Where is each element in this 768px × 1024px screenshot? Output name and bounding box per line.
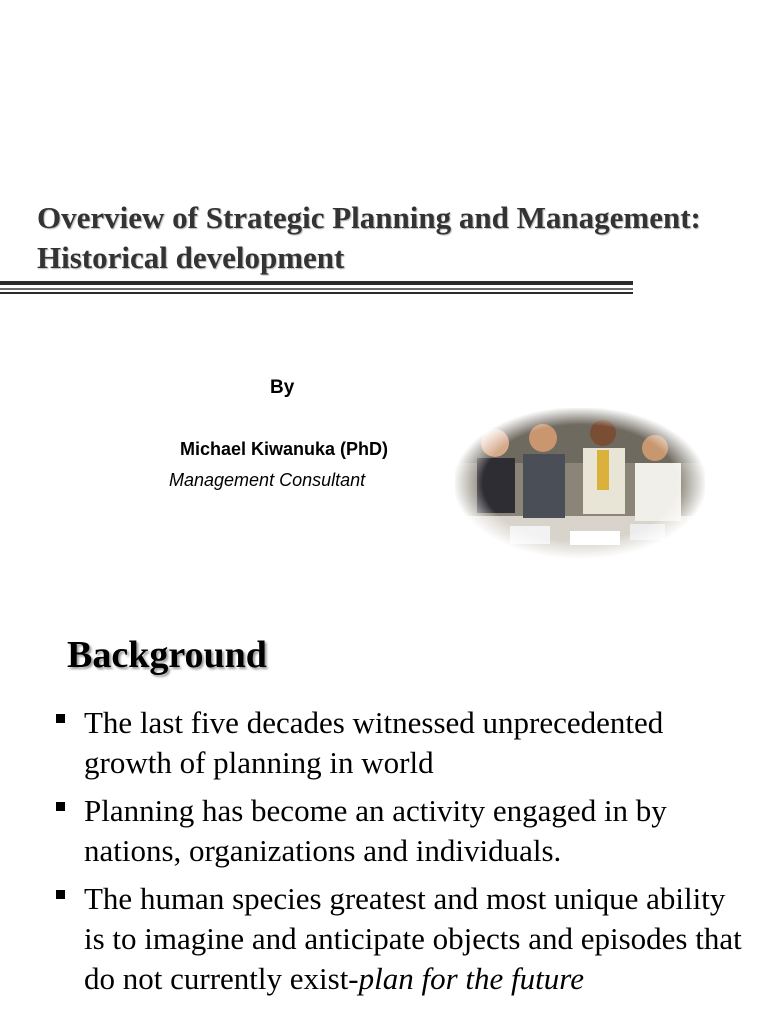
slide-title (37, 198, 757, 278)
bullet-item-3 (56, 879, 746, 999)
title-divider-middle (0, 288, 633, 290)
square-bullet-icon (56, 802, 65, 811)
square-bullet-icon (56, 890, 65, 899)
slide-title-line-2: Historical development (37, 240, 345, 275)
section-heading: Background (67, 634, 267, 676)
meeting-photo (455, 408, 705, 558)
bullet-item-1 (56, 703, 746, 783)
square-bullet-icon (56, 714, 65, 723)
bullet-text: The human species greatest and most unique ability is to imagine and anticipate objects and episodes that do not currently exist- (84, 881, 742, 996)
title-divider-top (0, 281, 633, 285)
bullet-emphasis: plan for the future (358, 961, 584, 996)
byline: By (270, 377, 295, 398)
author-name: Michael Kiwanuka (PhD) (180, 439, 389, 459)
bullet-text: The last five decades witnessed unprecedented growth of planning in world (84, 705, 664, 780)
bullet-item-2 (56, 791, 746, 871)
slide-title-line-1: Overview of Strategic Planning and Management: (37, 200, 701, 235)
bullet-text: Planning has become an activity engaged in by nations, organizations and individuals. (84, 793, 667, 868)
title-divider-bottom (0, 292, 633, 294)
author-role: Management Consultant (169, 470, 366, 490)
bullet-list (56, 703, 746, 1007)
